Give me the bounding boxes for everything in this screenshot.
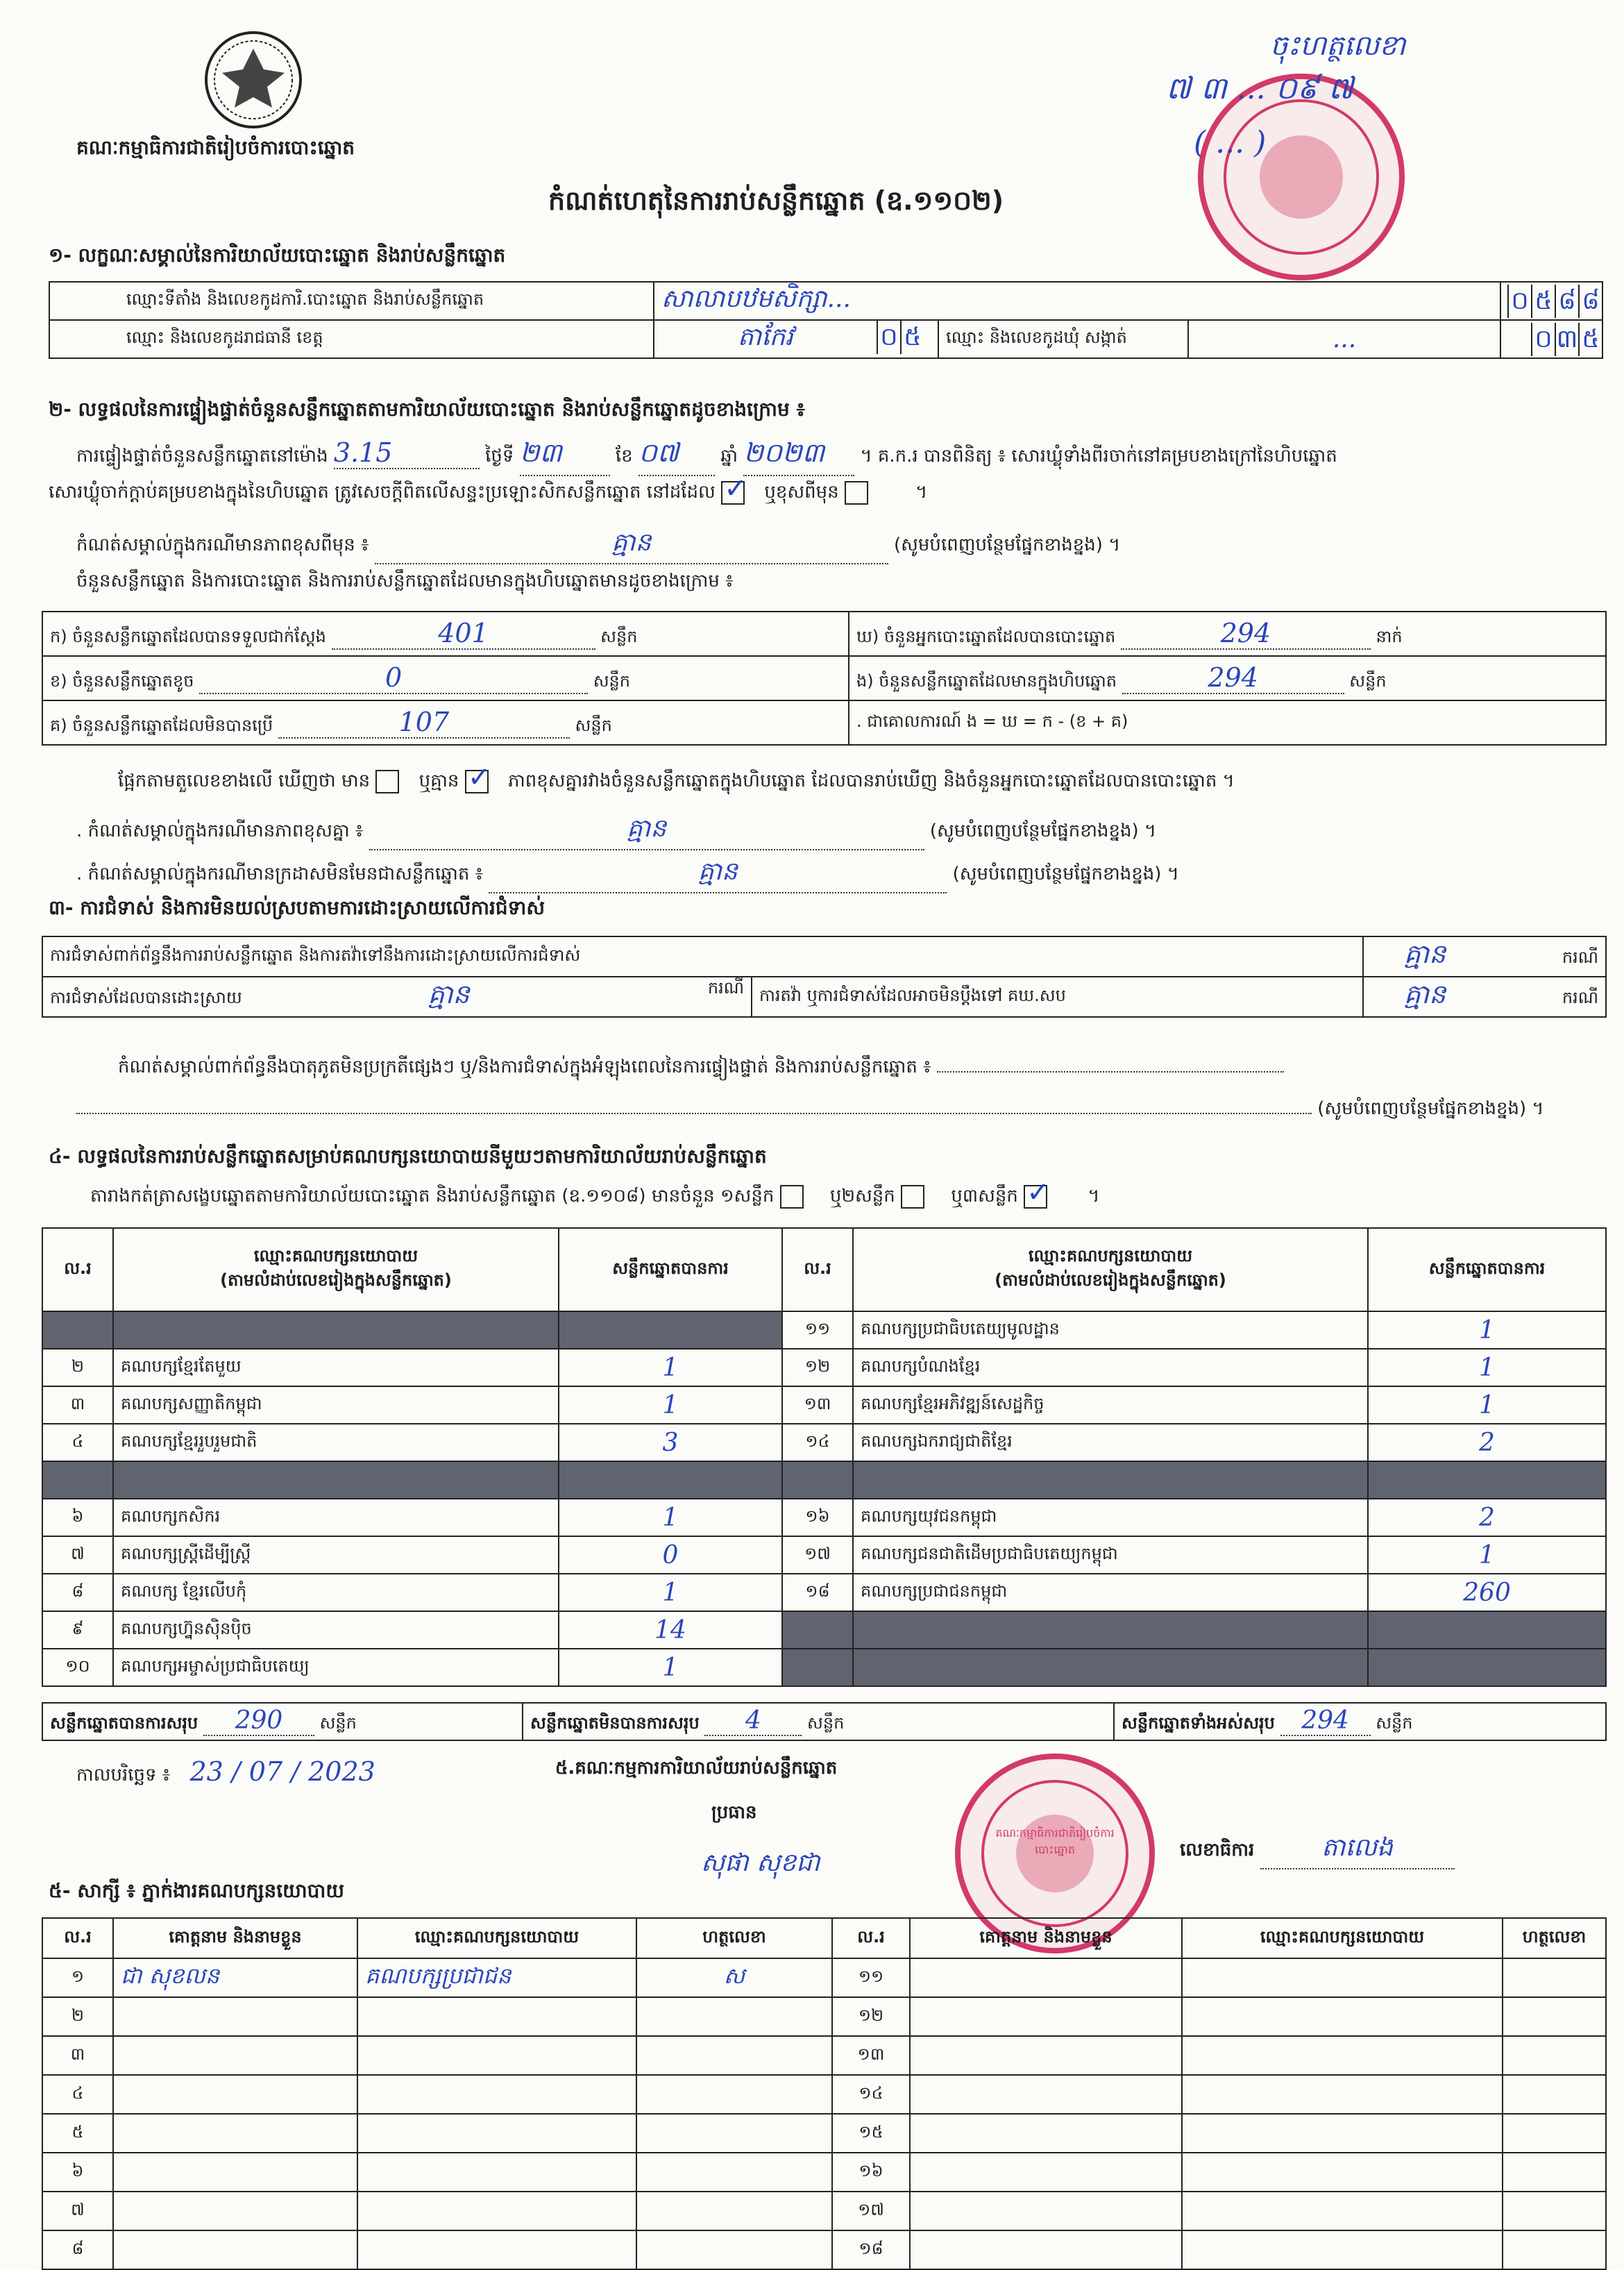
count-table (42, 611, 1607, 746)
table-row (42, 1424, 1606, 1461)
col-party-right-sub: (តាមលំដាប់លេខរៀងក្នុងសន្លឹកឆ្នោត) (995, 1270, 1226, 1290)
irregularity-blank (76, 1113, 1312, 1114)
witness-name (910, 2192, 1182, 2230)
party-votes: 3 (559, 1424, 782, 1461)
date-line (76, 1756, 375, 1790)
witness-signature (1503, 1958, 1606, 1997)
form-title: កំណត់ហេតុនៃការរាប់សន្លឹកឆ្នោត (ឧ.១១០២) (548, 185, 1004, 216)
witness-party (357, 2153, 636, 2192)
witness-col-name: គោត្តនាម និងនាមខ្លួន (113, 1918, 357, 1958)
formula-cell: . ជាគោលការណ៍ ង = ឃ = ក - (ខ + គ) (849, 700, 1606, 745)
party-row-no: ១២ (782, 1349, 853, 1386)
witness-signature (636, 1997, 832, 2036)
witness-no: ៦ (42, 2153, 113, 2192)
appeal-value-cell (1363, 977, 1606, 1017)
total-valid-cell (42, 1703, 523, 1740)
witness-name (113, 2036, 357, 2075)
party-votes: 1 (1368, 1349, 1606, 1386)
party-row-no: ២ (42, 1349, 113, 1386)
irregularity-remark (118, 1055, 1284, 1082)
fake-note-value: គ្មាន (489, 855, 947, 893)
location-code-digit: ៨ (1555, 285, 1578, 318)
party-name: គណបក្សស្ត្រីដើម្បីស្ត្រី (113, 1536, 559, 1574)
table-row (42, 1311, 1606, 1349)
party-name: គណបក្សសញ្ញាតិកម្ពុជា (113, 1386, 559, 1424)
party-votes: 260 (1368, 1574, 1606, 1611)
verify-month-label: ខែ (615, 446, 633, 466)
resolved-cell (42, 977, 752, 1017)
witness-col-no-right: ល.រ (832, 1918, 910, 1958)
diff-note-label: . កំណត់សម្គាល់ក្នុងករណីមានភាពខុសគ្នា ៖ (76, 821, 364, 841)
two-sheet-checkbox[interactable] (901, 1185, 924, 1209)
table-row (42, 1574, 1606, 1611)
party-name: គណបក្សបំណងខ្មែរ (853, 1349, 1368, 1386)
col-party-right (853, 1228, 1368, 1311)
table-row (42, 2114, 1606, 2153)
party-name: គណបក្សយុវជនកម្ពុជា (853, 1499, 1368, 1536)
party-row-no: ១៦ (782, 1499, 853, 1536)
witness-col-party: ឈ្មោះគណបក្សនយោបាយ (357, 1918, 636, 1958)
table-row (42, 1649, 1606, 1686)
diff-note-line (76, 812, 1156, 850)
witness-no: ១៣ (832, 2036, 910, 2075)
verify-day-value: ២៣ (520, 436, 610, 476)
party-votes: 1 (1368, 1386, 1606, 1424)
org-name: គណៈកម្មាធិការជាតិរៀបចំការបោះឆ្នោត (76, 136, 355, 159)
party-votes: 0 (559, 1536, 782, 1574)
totals-table (42, 1702, 1607, 1741)
witness-no: ១៨ (832, 2230, 910, 2269)
witness-col-sign: ហត្ថលេខា (636, 1918, 832, 1958)
verify-month-value: ០៧ (638, 436, 715, 476)
same-checkbox[interactable] (721, 481, 745, 505)
party-name: គណបក្សអម្ចាស់ប្រជាធិបតេយ្យ (113, 1649, 559, 1686)
witness-table (42, 1917, 1607, 2270)
party-row-no (782, 1611, 853, 1649)
table-row (42, 1386, 1606, 1424)
location-value: សាលាបឋមសិក្សា... (654, 282, 1500, 320)
witness-party (1182, 2114, 1503, 2153)
witness-name (113, 2192, 357, 2230)
commune-code (1500, 320, 1602, 358)
witness-no: ១៧ (832, 2192, 910, 2230)
spoiled-value: 0 (199, 662, 588, 694)
count-intro: ចំនួនសន្លឹកឆ្នោត និងការបោះឆ្នោត និងការរាប់សន្លឹកឆ្នោតដែលមានក្នុងហិបឆ្នោតមានដូចខាងក្រោម ៖ (76, 571, 734, 591)
witness-no: ១២ (832, 1997, 910, 2036)
national-emblem (201, 28, 305, 132)
unused-unit: សន្លឹក (575, 715, 612, 735)
witness-name (113, 2114, 357, 2153)
witness-signature (1503, 2036, 1606, 2075)
province-value (654, 320, 938, 358)
date-label: កាលបរិច្ឆេទ ៖ (76, 1765, 171, 1785)
witness-no: ៥ (42, 2114, 113, 2153)
table-row (42, 2075, 1606, 2114)
col-votes-left: សន្លឹកឆ្នោតបានការ (559, 1228, 782, 1311)
witness-no: ២ (42, 1997, 113, 2036)
party-votes: 14 (559, 1611, 782, 1649)
spoiled-unit: សន្លឹក (593, 671, 631, 691)
witness-col-name-right: គោត្តនាម និងនាមខ្លួន (910, 1918, 1182, 1958)
witness-party (1182, 2075, 1503, 2114)
table-row (42, 1611, 1606, 1649)
compare-label: ផ្អែកតាមតួលេខខាងលើ ឃើញថា មាន (118, 771, 371, 791)
handwritten-note-2: ៧ ៣ ... ០៩ ៧ (1166, 71, 1353, 106)
party-results-table (42, 1227, 1607, 1687)
change-note-line (76, 526, 1120, 564)
has-difference-checkbox[interactable] (375, 770, 399, 793)
party-row-no (782, 1649, 853, 1686)
party-name: គណបក្សប្រជាជនកម្ពុជា (853, 1574, 1368, 1611)
verify-time-label: ការផ្ទៀងផ្ទាត់ចំនួនសន្លឹកឆ្នោតនៅម៉ោង (76, 446, 328, 466)
location-code-digit: ៥ (1531, 285, 1555, 318)
party-row-no (42, 1461, 113, 1499)
ballots-in-box-cell (849, 656, 1606, 700)
witness-signature (636, 2153, 832, 2192)
ballots-in-box-unit: សន្លឹក (1349, 671, 1387, 691)
secretary-label: លេខាធិការ (1180, 1840, 1255, 1860)
verify-year-label: ឆ្នាំ (720, 446, 738, 466)
verify-line2-text: សោរឃ្លុំចាក់ក្ដាប់គម្របខាងក្នុងនៃហិបឆ្នោត ត្រូវសេចក្ដីពិតលើសន្ទះប្រឡោះសិកសន្លឹកឆ្នោត នៅដដែល (49, 482, 716, 503)
three-sheet-label: ឬ៣សន្លឹក (951, 1186, 1018, 1207)
president-label: ប្រធាន (711, 1802, 757, 1823)
party-votes: 1 (1368, 1536, 1606, 1574)
change-note-label: កំណត់សម្គាល់ក្នុងករណីមានភាពខុសពីមុន ៖ (76, 535, 369, 555)
table-row (42, 2192, 1606, 2230)
witness-party: គណបក្សប្រជាជន (357, 1958, 636, 1997)
witness-party (357, 2075, 636, 2114)
witness-no: ១១ (832, 1958, 910, 1997)
party-votes: 1 (559, 1349, 782, 1386)
witness-col-party-right: ឈ្មោះគណបក្សនយោបាយ (1182, 1918, 1503, 1958)
table-row (42, 1958, 1606, 1997)
verify-line2-alt: ឬខុសពីមុន (764, 482, 839, 503)
party-name (853, 1611, 1368, 1649)
compare-line (118, 769, 1235, 796)
col-party-left (113, 1228, 559, 1311)
witness-col-no: ល.រ (42, 1918, 113, 1958)
witness-signature (1503, 2192, 1606, 2230)
compare-or: ឬគ្មាន (418, 771, 459, 791)
verify-line1-tail: ។ គ.ក.រ បានពិនិត្យ ៖ សោរឃ្លុំទាំងពីរចាក់នៅគម្របខាងក្រៅនៃហិបឆ្នោត (860, 446, 1337, 466)
table-row (42, 1499, 1606, 1536)
commune-code-digit: ៣ (1555, 323, 1578, 356)
witness-name (113, 2075, 357, 2114)
committee-title: ៥.គណៈកម្មការការិយាល័យរាប់សន្លឹកឆ្នោត (555, 1758, 838, 1779)
unused-cell (42, 700, 849, 745)
witness-name (113, 1997, 357, 2036)
total-valid-unit: សន្លឹក (319, 1713, 357, 1733)
location-label: ឈ្មោះទីតាំង និងលេខកូដការិ.បោះឆ្នោត និងរាប់សន្លឹកឆ្នោត (49, 282, 654, 320)
witness-name (910, 2114, 1182, 2153)
col-no-right: ល.រ (782, 1228, 853, 1311)
witness-party (1182, 2036, 1503, 2075)
received-value: 401 (332, 618, 595, 650)
party-votes: 1 (559, 1499, 782, 1536)
witness-signature (636, 2192, 832, 2230)
witness-party (357, 2230, 636, 2269)
party-name (113, 1461, 559, 1499)
received-unit: សន្លឹក (600, 626, 638, 646)
witness-party (1182, 1958, 1503, 1997)
party-votes (559, 1461, 782, 1499)
witness-party (1182, 1997, 1503, 2036)
witness-signature (1503, 2153, 1606, 2192)
party-name: គណបក្សខ្មែរអភិវឌ្ឍន៍សេដ្ឋកិច្ច (853, 1386, 1368, 1424)
witness-no: ៣ (42, 2036, 113, 2075)
location-code (1500, 282, 1602, 320)
party-row-no: ៩ (42, 1611, 113, 1649)
spoiled-label: ខ) ចំនួនសន្លឹកឆ្នោតខូច (50, 671, 194, 691)
diff-note-value: គ្មាន (369, 812, 924, 850)
party-votes (1368, 1611, 1606, 1649)
fake-note-hint: (សូមបំពេញបន្ថែមផ្នែកខាងខ្នង) ។ (952, 864, 1179, 884)
total-all-unit: សន្លឹក (1376, 1713, 1413, 1733)
col-votes-right: សន្លឹកឆ្នោតបានការ (1368, 1228, 1606, 1311)
witness-signature (636, 2075, 832, 2114)
voters-value: 294 (1121, 618, 1371, 650)
voters-label: ឃ) ចំនួនអ្នកបោះឆ្នោតដែលបានបោះឆ្នោត (856, 626, 1116, 646)
party-row-no (782, 1461, 853, 1499)
party-votes: 1 (559, 1386, 782, 1424)
table-row (42, 2230, 1606, 2269)
witness-no: ១៦ (832, 2153, 910, 2192)
objection-table (42, 936, 1607, 1018)
total-invalid-cell (523, 1703, 1114, 1740)
party-name: គណបក្សហ្វ៊ុនស៊ិនប៉ិច (113, 1611, 559, 1649)
stamp-legend: គណៈកម្មាធិការជាតិរៀបចំការបោះឆ្នោត (995, 1826, 1115, 1856)
different-checkbox[interactable] (845, 481, 868, 505)
one-sheet-checkbox[interactable] (780, 1185, 804, 1209)
party-name (113, 1311, 559, 1349)
period: ។ (915, 482, 928, 503)
three-sheet-checkbox[interactable] (1024, 1185, 1047, 1209)
witness-name (113, 2230, 357, 2269)
fake-note-label: . កំណត់សម្គាល់ក្នុងករណីមានក្រដាសមិនមែនជាសន្លឹកឆ្នោត ៖ (76, 864, 484, 884)
party-row-no: ១៤ (782, 1424, 853, 1461)
location-code-digit: ០ (1507, 285, 1531, 318)
table-row (42, 1349, 1606, 1386)
witness-name (910, 2036, 1182, 2075)
witness-name (910, 2075, 1182, 2114)
verify-year-value: ២០២៣ (743, 436, 854, 476)
witness-name (910, 1958, 1182, 1997)
resolved-value: គ្មាន (428, 979, 470, 1009)
appeal-value: គ្មាន (1403, 979, 1446, 1009)
commune-code-digit: ០ (1531, 323, 1555, 356)
section1-heading: ១- លក្ខណៈសម្គាល់នៃការិយាល័យបោះឆ្នោត និងរាប់សន្លឹកឆ្នោត (49, 244, 506, 267)
section4-heading: ៤- លទ្ធផលនៃការរាប់សន្លឹកឆ្នោតសម្រាប់គណបក្សនយោបាយនីមួយៗតាមការិយាល័យរាប់សន្លឹកឆ្នោត (49, 1145, 767, 1168)
commune-code-digit: ៥ (1578, 323, 1602, 356)
party-row-no: ៦ (42, 1499, 113, 1536)
party-name: គណបក្សខ្មែររួបរួមជាតិ (113, 1424, 559, 1461)
party-votes: 2 (1368, 1424, 1606, 1461)
witness-party (357, 2114, 636, 2153)
secretary-line (1180, 1831, 1455, 1869)
irregularity-value (937, 1071, 1284, 1073)
witness-no: ៤ (42, 2075, 113, 2114)
party-votes: 1 (1368, 1311, 1606, 1349)
party-row-no: ៨ (42, 1574, 113, 1611)
spoiled-cell (42, 656, 849, 700)
witness-signature (1503, 1997, 1606, 2036)
commune-label: ឈ្មោះ និងលេខកូដឃុំ សង្កាត់ (938, 320, 1188, 358)
resolved-unit: ករណី (707, 978, 744, 998)
irregularity-hint: (សូមបំពេញបន្ថែមផ្នែកខាងខ្នង) ។ (1317, 1098, 1544, 1119)
witness-name (910, 2230, 1182, 2269)
president-signature: សុផា សុខជា (701, 1849, 820, 1877)
period: ។ (1088, 1186, 1100, 1207)
witness-name (910, 1997, 1182, 2036)
witness-signature (636, 2114, 832, 2153)
witness-signature (636, 2036, 832, 2075)
objection-value: គ្មាន (1403, 939, 1446, 969)
witness-name (113, 2153, 357, 2192)
handwritten-note-3: ( ... ) (1194, 125, 1267, 160)
party-name: គណបក្ស ខ្មែរលើបកុំ (113, 1574, 559, 1611)
witness-no: ១ (42, 1958, 113, 1997)
witness-col-sign-right: ហត្ថលេខា (1503, 1918, 1606, 1958)
location-code-digit: ៨ (1578, 285, 1602, 318)
no-difference-checkbox[interactable] (465, 770, 489, 793)
ballots-in-box-value: 294 (1122, 662, 1344, 694)
objection-unit: ករណី (1562, 948, 1598, 967)
province-value-text: តាកែវ (737, 323, 793, 351)
total-all-cell (1114, 1703, 1606, 1740)
unused-label: គ) ចំនួនសន្លឹកឆ្នោតដែលមិនបានប្រើ (50, 715, 273, 735)
province-code-digit: ០ (877, 321, 900, 354)
witness-party (357, 2192, 636, 2230)
party-name: គណបក្សជនជាតិដើមប្រជាធិបតេយ្យកម្ពុជា (853, 1536, 1368, 1574)
total-invalid-label: សន្លឹកឆ្នោតមិនបានការសរុប (530, 1713, 700, 1733)
irregularity-label: កំណត់សម្គាល់ពាក់ព័ន្ធនឹងបាតុភូតមិនប្រក្រតីផ្សេងៗ ឬ/និងការជំទាស់ក្នុងអំឡុងពេលនៃការផ្ទៀងផ្ទាត់ និងការរាប់សន្លឹកឆ្នោត ៖ (118, 1057, 931, 1077)
col-party-left-sub: (តាមលំដាប់លេខរៀងក្នុងសន្លឹកឆ្នោត) (220, 1270, 452, 1290)
witness-name (910, 2153, 1182, 2192)
two-sheet-label: ឬ២សន្លឹក (829, 1186, 895, 1207)
total-valid-value: 290 (203, 1706, 314, 1736)
witness-party (357, 1997, 636, 2036)
voters-unit: នាក់ (1376, 626, 1403, 646)
voters-cell (849, 612, 1606, 656)
party-name: គណបក្សឯករាជ្យជាតិខ្មែរ (853, 1424, 1368, 1461)
summary-sheet-label: តារាងកត់ត្រាសង្ខេបឆ្នោតតាមការិយាល័យបោះឆ្នោត និងរាប់សន្លឹកឆ្នោត (ឧ.១១០៨) មានចំនួន ១សន្លឹក (90, 1186, 775, 1207)
party-row-no (42, 1311, 113, 1349)
party-name: គណបក្សប្រជាធិបតេយ្យមូលដ្ឋាន (853, 1311, 1368, 1349)
change-note-value: គ្មាន (375, 526, 888, 564)
section2-heading: ២- លទ្ធផលនៃការផ្ទៀងផ្ទាត់ចំនួនសន្លឹកឆ្នោតតាមការិយាល័យបោះឆ្នោត និងរាប់សន្លឹកឆ្នោតដូចខាងក្រោម ៖ (49, 398, 805, 421)
table-row (42, 1461, 1606, 1499)
witness-no: ៨ (42, 2230, 113, 2269)
witness-no: ៧ (42, 2192, 113, 2230)
province-label: ឈ្មោះ និងលេខកូដរាជធានី ខេត្ត (49, 320, 654, 358)
witness-no: ១៥ (832, 2114, 910, 2153)
party-row-no: ៤ (42, 1424, 113, 1461)
col-party-right-title: ឈ្មោះគណបក្សនយោបាយ (1028, 1246, 1193, 1266)
section5-heading: ៥- សាក្សី ៖ ភ្នាក់ងារគណបក្សនយោបាយ (49, 1879, 345, 1902)
date-value: 23 / 07 / 2023 (189, 1756, 375, 1787)
witness-signature (636, 2230, 832, 2269)
total-invalid-unit: សន្លឹក (807, 1713, 845, 1733)
col-party-left-title: ឈ្មោះគណបក្សនយោបាយ (253, 1246, 418, 1266)
verify-day-label: ថ្ងៃទី (485, 446, 514, 466)
party-votes (559, 1311, 782, 1349)
objection-value-cell (1363, 936, 1606, 977)
total-valid-label: សន្លឹកឆ្នោតបានការសរុប (50, 1713, 198, 1733)
witness-signature (1503, 2114, 1606, 2153)
party-votes: 1 (559, 1574, 782, 1611)
party-name (853, 1461, 1368, 1499)
change-note-hint: (សូមបំពេញបន្ថែមផ្នែកខាងខ្នង) ។ (894, 535, 1121, 555)
received-cell (42, 612, 849, 656)
witness-party (1182, 2153, 1503, 2192)
verify-time-value: 3.15 (334, 437, 480, 469)
province-code-digit: ៥ (900, 321, 924, 354)
table-row (42, 1997, 1606, 2036)
party-row-no: ៣ (42, 1386, 113, 1424)
total-invalid-value: 4 (704, 1706, 802, 1736)
verify-line-1 (76, 436, 1337, 476)
received-label: ក) ចំនួនសន្លឹកឆ្នោតដែលបានទទួលជាក់ស្ដែង (50, 626, 326, 646)
col-no-left: ល.រ (42, 1228, 113, 1311)
fake-note-line (76, 855, 1179, 893)
party-votes (1368, 1461, 1606, 1499)
witness-signature (1503, 2075, 1606, 2114)
party-row-no: ១៨ (782, 1574, 853, 1611)
party-row-no: ១៧ (782, 1536, 853, 1574)
witness-party (1182, 2230, 1503, 2269)
appeal-label: ការតវ៉ា ឬការជំទាស់ដែលអាចមិនប្ដឹងទៅ គឃ.សប (752, 977, 1363, 1017)
party-name: គណបក្សខ្មែរតែមួយ (113, 1349, 559, 1386)
table-row (42, 2036, 1606, 2075)
party-row-no: ១០ (42, 1649, 113, 1686)
table-row (42, 2153, 1606, 2192)
party-votes: 1 (559, 1649, 782, 1686)
summary-sheet-line (90, 1184, 1100, 1211)
diff-note-hint: (សូមបំពេញបន្ថែមផ្នែកខាងខ្នង) ។ (929, 821, 1157, 841)
total-all-label: សន្លឹកឆ្នោតទាំងអស់សរុប (1122, 1713, 1275, 1733)
total-all-value: 294 (1280, 1706, 1371, 1736)
commune-value: ... (1188, 320, 1500, 358)
witness-party (1182, 2192, 1503, 2230)
witness-name: ជា សុខលន (113, 1958, 357, 1997)
party-votes (1368, 1649, 1606, 1686)
witness-no: ១៤ (832, 2075, 910, 2114)
irregularity-line2 (76, 1097, 1544, 1123)
resolved-label: ការជំទាស់ដែលបានដោះស្រាយ (50, 988, 242, 1007)
verify-line-2 (49, 480, 927, 507)
party-votes: 2 (1368, 1499, 1606, 1536)
party-row-no: ១១ (782, 1311, 853, 1349)
party-row-no: ១៣ (782, 1386, 853, 1424)
objection-label: ការជំទាស់ពាក់ព័ន្ធនឹងការរាប់សន្លឹកឆ្នោត និងការតវ៉ាទៅនឹងការដោះស្រាយលើការជំទាស់ (42, 936, 1363, 977)
party-row-no: ៧ (42, 1536, 113, 1574)
unused-value: 107 (278, 707, 570, 739)
handwritten-note-1: ចុះហត្ថលេខា (1270, 30, 1406, 62)
witness-party (357, 2036, 636, 2075)
compare-tail: ភាពខុសគ្នារវាងចំនួនសន្លឹកឆ្នោតក្នុងហិបឆ្នោត ដែលបានរាប់ឃើញ និងចំនួនអ្នកបោះឆ្នោតដែលបានបោះឆ្នោត ។ (507, 771, 1235, 791)
party-name: គណបក្សកសិករ (113, 1499, 559, 1536)
secretary-name: តាលេង (1260, 1831, 1455, 1869)
appeal-unit: ករណី (1562, 988, 1598, 1007)
party-name (853, 1649, 1368, 1686)
section1-table (49, 281, 1603, 359)
table-row (42, 1536, 1606, 1574)
ballots-in-box-label: ង) ចំនួនសន្លឹកឆ្នោតដែលមានក្នុងហិបឆ្នោត (856, 671, 1117, 691)
witness-signature: ស (636, 1958, 832, 1997)
witness-signature (1503, 2230, 1606, 2269)
section3-heading: ៣- ការជំទាស់ និងការមិនយល់ស្របតាមការដោះស្រាយលើការជំទាស់ (49, 896, 545, 919)
